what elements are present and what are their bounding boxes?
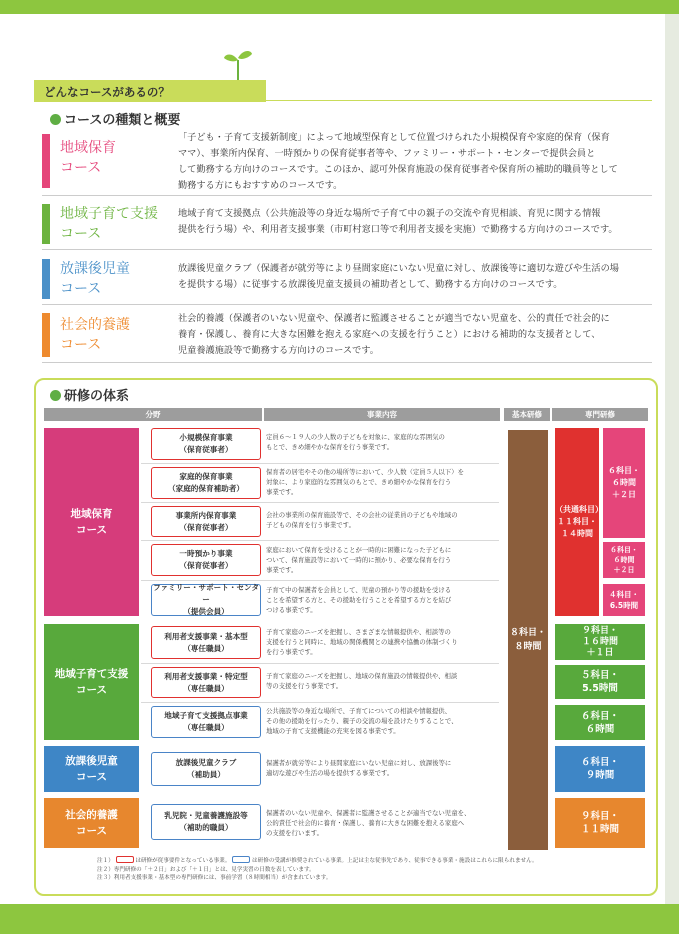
- program-box-shokibo: 小規模保育事業 （保育従事者）: [151, 428, 261, 460]
- program-box-jigyoshonai: 事業所内保育事業 （保育従事者）: [151, 506, 261, 537]
- special-shakai-block: ９科目・ １１時間: [555, 798, 645, 848]
- special-hoiku-block-b: ６科目・ ６時間 ＋２日: [603, 542, 645, 578]
- page-heading: どんなコースがあるの？: [44, 85, 170, 99]
- category-hoiku: 地域保育 コース: [44, 428, 139, 616]
- course-name: 地域保育 コース: [60, 140, 116, 176]
- program-box-riyousha-tokutei: 利用者支援事業・特定型 （専任職員）: [151, 667, 261, 698]
- program-description: 保護者が就労等により昼間家庭にいない児童に対し、放課後等に 適切な遊びや生活の場を提供する事業です。: [266, 759, 452, 777]
- course-name: 社会的養護 コース: [60, 317, 130, 353]
- program-description: 定員６～１９人の少人数の子どもを対象に、家庭的な雰囲気の もとで、きめ細やかな保育を行う事業です。: [266, 433, 445, 451]
- program-box-houkago-club: 放課後児童クラブ （補助員）: [151, 752, 261, 786]
- course-item-kosodate: [42, 200, 652, 250]
- special-common-block: （共通科目） １１科目・ １４時間: [555, 428, 599, 616]
- footnote-2: 注２）専門研修の「＋２日」および「＋１日」とは、見学実習の日数を表しています。: [97, 866, 315, 873]
- right-page-edge: [665, 14, 679, 934]
- category-kosodate: 地域子育て支援 コース: [44, 624, 139, 740]
- special-hoiku-block-a: ６科目・ ６時間 ＋２日: [603, 428, 645, 538]
- program-description: 保護者のいない児童や、保護者に監護させることが適当でない児童を、 公的責任で社会的に養育・保護し、養育に大きな困難を抱える家庭へ の支援を行います。: [266, 809, 471, 837]
- course-description: 放課後児童クラブ（保護者が就労等により昼間家庭にいない児童に対し、放課後等に適切な遊びや生活の場 を提供する場）に従事する放課後児童支援員の補助者として、勤務する方向けのコースです。: [178, 263, 619, 290]
- courses-section-title: コースの種類と概要: [50, 109, 180, 128]
- sprout-icon: [223, 46, 253, 80]
- course-name: 放課後児童 コース: [60, 261, 130, 297]
- program-description: 保育者の居宅やその他の場所等において、少人数（定員５人以下）を 対象に、より家庭的な雰囲気のもとで、きめ細やかな保育を行う 事業です。: [266, 468, 464, 496]
- program-description: 公共施設等の身近な場所で、子育てについての相談や情報提供、 その他の援助を行ったり、親子の交流の場を設けたりすることで、 地域の子育て支援機能の充実を図る事業です。: [266, 707, 458, 735]
- special-hoiku-block-c: ４科目・ 6.5時間: [603, 584, 645, 616]
- program-description: 家庭において保育を受けることが一時的に困難になった子どもに ついて、保育施設等において一時的に預かり、必要な保育を行う 事業です。: [266, 546, 452, 574]
- bullet-dot-icon: [50, 390, 61, 401]
- course-description: 地域子育て支援拠点（公共施設等の身近な場所で子育て中の親子の交流や育児相談、育児に関する情報 提供を行う場）や、利用者支援事業（市町村窓口等で利用者支援を実施）で勤務する方向けのコースです。: [178, 208, 618, 235]
- program-box-riyousha-kihon: 利用者支援事業・基本型 （専任職員）: [151, 626, 261, 659]
- course-description: 「子ども・子育て支援新制度」によって地域型保育として位置づけられた小規模保育や家庭的保育（保育 ママ）、事業所内保育、一時預かりの保育従事者等や、ファミリー・サポート・センターで提供会員と して勤務する方向けのコースです。このほか、認可外保育施設の保育従事者や保育所の補助的職員等として 勤務する方にもおすすめのコースです。: [178, 132, 618, 191]
- section-header-band: [34, 80, 266, 102]
- training-section-title: 研修の体系: [50, 385, 129, 404]
- program-box-ichiji: 一時預かり事業 （保育従事者）: [151, 544, 261, 576]
- program-description: 会社の事業所の保育施設等で、その会社の従業員の子どもや地域の 子どもの保育を行う事業です。: [266, 511, 458, 529]
- program-description: 子育て家庭のニーズを把握し、地域の保育施設の情報提供や、相談 等の支援を行う事業です。: [266, 672, 458, 690]
- course-color-bar: [42, 134, 50, 188]
- category-shakai: 社会的養護 コース: [44, 798, 139, 848]
- legend-blue-box: [232, 856, 250, 863]
- course-color-bar: [42, 259, 50, 299]
- row-divider: [141, 580, 499, 581]
- program-description: 子育て中の保護者を会員として、児童の預かり等の援助を受ける ことを希望する方と、その援助を行うことを希望する方とを結び つける事業です。: [266, 586, 452, 614]
- top-accent-bar: [0, 0, 679, 14]
- course-name: 地域子育て支援 コース: [60, 206, 158, 242]
- footnotes: [97, 856, 538, 883]
- special-houkago-block: ６科目・ ９時間: [555, 746, 645, 792]
- col-header-content: 事業内容: [264, 408, 500, 421]
- col-header-basic: 基本研修: [504, 408, 550, 421]
- row-divider: [141, 663, 499, 664]
- row-divider: [141, 463, 499, 464]
- col-header-field: 分野: [44, 408, 262, 421]
- bottom-accent-bar: [0, 904, 679, 934]
- program-box-kateiteki: 家庭的保育事業 （家庭的保育補助者）: [151, 467, 261, 499]
- footnote-3: 注３）利用者支援事業・基本型の専門研修には、事前学習（８時間相当）が含まれています。: [97, 875, 332, 881]
- course-item-shakai: [42, 309, 652, 363]
- course-item-hoiku: [42, 128, 652, 196]
- footnote-1: 注１） は研修が従事要件となっている事業。 は研修の受講が推奨されている事業。上記は主な従事先であり、従事できる事業・施設はこれらに限られません。: [97, 858, 538, 864]
- special-kosodate-block-c: ６科目・ ６時間: [555, 705, 645, 740]
- col-header-special: 専門研修: [552, 408, 648, 421]
- bullet-dot-icon: [50, 114, 61, 125]
- row-divider: [141, 702, 499, 703]
- special-kosodate-block-a: ９科目・ １６時間 ＋１日: [555, 624, 645, 660]
- course-item-houkago: [42, 255, 652, 305]
- basic-training-block: ８科目・ ８時間: [508, 430, 548, 850]
- program-description: 子育て家庭のニーズを把握し、さまざまな情報提供や、相談等の 支援を行うと同時に、地域の関係機関との連携や協働の体制づくり を行う事業です。: [266, 628, 458, 656]
- legend-red-box: [116, 856, 134, 863]
- course-color-bar: [42, 313, 50, 357]
- row-divider: [141, 502, 499, 503]
- header-divider: [266, 100, 652, 101]
- program-box-jidou-yougo: 乳児院・児童養護施設等 （補助的職員）: [151, 804, 261, 840]
- row-divider: [141, 540, 499, 541]
- special-kosodate-block-b: ５科目・ 5.5時間: [555, 665, 645, 699]
- course-color-bar: [42, 204, 50, 244]
- program-box-family-support: ファミリー・サポート・センター （提供会員）: [151, 584, 261, 616]
- course-description: 社会的養護（保護者のいない児童や、保護者に監護させることが適当でない児童を、公的責任で社会的に 養育・保護し、養育に大きな困難を抱える家庭への支援を行うこと）における補助的な支援者として、 児童養護施設等で勤務する方向けのコースです。: [178, 313, 610, 356]
- category-houkago: 放課後児童 コース: [44, 746, 139, 792]
- program-box-kyoten: 地域子育て支援拠点事業 （専任職員）: [151, 706, 261, 738]
